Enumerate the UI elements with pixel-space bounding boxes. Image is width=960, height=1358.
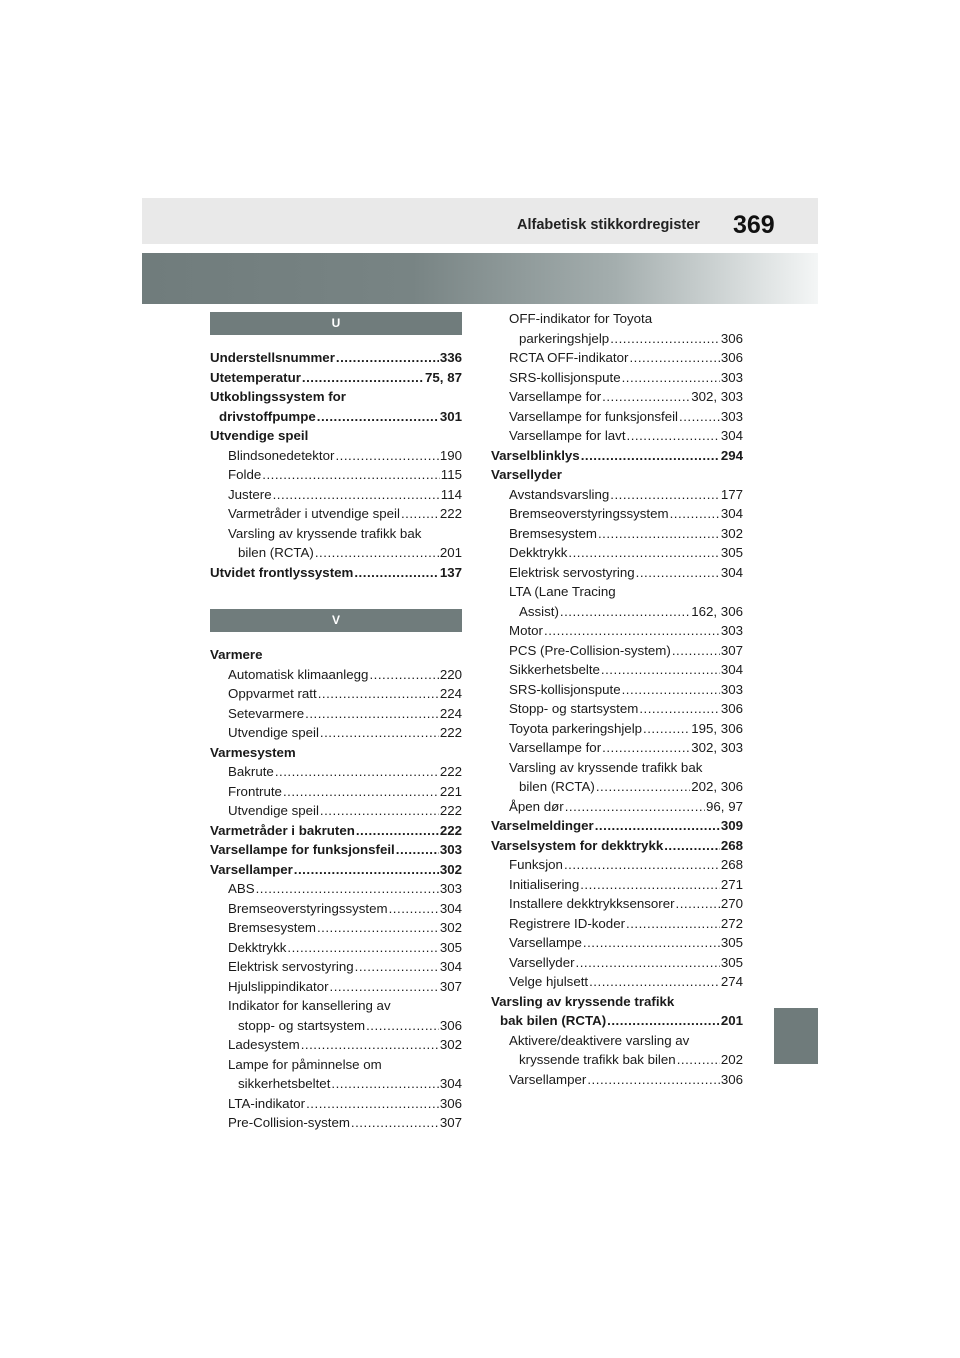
index-subentry-line: Aktivere/deaktivere varsling av [509, 1032, 690, 1048]
index-subentry[interactable]: Varsellampe ..... 305 [491, 933, 743, 953]
index-subentry[interactable]: sikkerhetsbeltet ..... 304 [210, 1074, 462, 1094]
index-subentry[interactable]: Bremsesystem ..... 302 [491, 524, 743, 544]
index-subentry[interactable]: Avstandsvarsling ..... 177 [491, 485, 743, 505]
index-entry[interactable]: Varselsystem for dekktrykk ..... 268 [491, 836, 743, 856]
index-subentry[interactable]: Hjulslippindikator ..... 307 [210, 977, 462, 997]
index-subentry[interactable]: Sikkerhetsbelte ..... 304 [491, 660, 743, 680]
index-subentry[interactable]: Toyota parkeringshjelp ..... 195, 306 [491, 719, 743, 739]
index-subentry[interactable]: Folde ..... 115 [210, 465, 462, 485]
index-subentry[interactable]: bilen (RCTA) ..... 201 [210, 543, 462, 563]
index-subentry[interactable]: Varsellampe for lavt ..... 304 [491, 426, 743, 446]
index-column-left [210, 312, 462, 1133]
index-subentry[interactable]: Installere dekktrykksensorer ..... 270 [491, 894, 743, 914]
index-subentry[interactable]: Oppvarmet ratt ..... 224 [210, 684, 462, 704]
index-entry-heading: Varmesystem [210, 744, 296, 760]
index-subentry[interactable]: Varsellamper ..... 306 [491, 1070, 743, 1090]
index-entry[interactable]: Varselmeldinger ..... 309 [491, 816, 743, 836]
index-subentry[interactable]: Frontrute ..... 221 [210, 782, 462, 802]
index-subentry[interactable]: Ladesystem ..... 302 [210, 1035, 462, 1055]
index-subentry[interactable]: Dekktrykk ..... 305 [491, 543, 743, 563]
index-subentry[interactable]: bilen (RCTA) ..... 202, 306 [491, 777, 743, 797]
index-subentry[interactable]: SRS-kollisjonspute ..... 303 [491, 368, 743, 388]
index-subentry-line: Indikator for kansellering av [228, 998, 391, 1013]
index-subentry[interactable]: Bakrute ..... 222 [210, 762, 462, 782]
index-subentry[interactable]: RCTA OFF-indikator ..... 306 [491, 348, 743, 368]
index-entry[interactable]: drivstoffpumpe ..... 301 [210, 407, 462, 427]
index-entry-heading: Varmere [210, 647, 263, 662]
index-subentry-line: Varsling av kryssende trafikk bak [228, 525, 422, 541]
index-subentry[interactable]: Varsellampe for ..... 302, 303 [491, 387, 743, 407]
index-subentry[interactable]: ABS ..... 303 [210, 879, 462, 899]
index-subentry[interactable]: Velge hjulsett ..... 274 [491, 972, 743, 992]
decorative-gradient-bar [142, 253, 818, 304]
index-entry[interactable]: Varselblinklys ..... 294 [491, 446, 743, 466]
index-subentry[interactable]: Pre-Collision-system ..... 307 [210, 1113, 462, 1133]
index-subentry[interactable]: parkeringshjelp ..... 306 [491, 329, 743, 349]
index-entry[interactable]: bak bilen (RCTA) ..... 201 [491, 1011, 743, 1031]
index-subentry[interactable]: Utvendige speil ..... 222 [210, 801, 462, 821]
index-subentry[interactable]: Motor ..... 303 [491, 621, 743, 641]
index-subentry[interactable]: Bremsesystem ..... 302 [210, 918, 462, 938]
index-entry-line: Varsling av kryssende trafikk [491, 993, 675, 1009]
index-column-right [491, 309, 743, 1089]
index-subentry[interactable]: Bremseoverstyringssystem ..... 304 [210, 899, 462, 919]
running-header-title: Alfabetisk stikkordregister [517, 217, 700, 233]
index-subentry[interactable]: Blindsonedetektor ..... 190 [210, 446, 462, 466]
index-entry[interactable]: Utvidet frontlyssystem ..... 137 [210, 563, 462, 583]
index-subentry[interactable]: Bremseoverstyringssystem ..... 304 [491, 504, 743, 524]
index-subentry[interactable]: Registrere ID-koder ..... 272 [491, 914, 743, 934]
index-subentry[interactable]: SRS-kollisjonspute ..... 303 [491, 680, 743, 700]
index-subentry[interactable]: Automatisk klimaanlegg ..... 220 [210, 665, 462, 685]
index-subentry[interactable]: stopp- og startsystem ..... 306 [210, 1016, 462, 1036]
index-entry[interactable]: Varsellampe for funksjonsfeil ..... 303 [210, 840, 462, 860]
index-subentry[interactable]: Åpen dør ..... 96, 97 [491, 797, 743, 817]
chapter-thumb-tab [774, 1008, 818, 1064]
index-entry[interactable]: Varsellamper ..... 302 [210, 860, 462, 880]
index-subentry[interactable]: Elektrisk servostyring ..... 304 [491, 563, 743, 583]
index-entry[interactable]: Understellsnummer ..... 336 [210, 348, 462, 368]
index-entry[interactable]: Varmetråder i bakruten ..... 222 [210, 821, 462, 841]
index-entry-heading: Utvendige speil [210, 428, 309, 443]
index-subentry[interactable]: Elektrisk servostyring ..... 304 [210, 957, 462, 977]
header-band [142, 198, 818, 244]
index-subentry[interactable]: Utvendige speil ..... 222 [210, 723, 462, 743]
index-entry[interactable]: Utetemperatur ..... 75, 87 [210, 368, 462, 388]
index-entry-heading: Varsellyder [491, 467, 562, 482]
index-subentry[interactable]: Varmetråder i utvendige speil ..... 222 [210, 504, 462, 524]
index-subentry[interactable]: Justere ..... 114 [210, 485, 462, 505]
page-number: 369 [733, 211, 775, 239]
index-subentry[interactable]: Dekktrykk ..... 305 [210, 938, 462, 958]
index-subentry-line: OFF-indikator for Toyota [509, 311, 653, 326]
index-subentry[interactable]: PCS (Pre-Collision-system) ..... 307 [491, 641, 743, 661]
index-subentry[interactable]: Varsellyder ..... 305 [491, 953, 743, 973]
index-subentry[interactable]: Varsellampe for funksjonsfeil ..... 303 [491, 407, 743, 427]
index-subentry[interactable]: LTA-indikator ..... 306 [210, 1094, 462, 1114]
index-subentry-line: Varsling av kryssende trafikk bak [509, 759, 703, 775]
index-entry-line: Utkoblingssystem for [210, 389, 346, 404]
index-subentry[interactable]: Initialisering ..... 271 [491, 875, 743, 895]
index-subentry[interactable]: Varsellampe for ..... 302, 303 [491, 738, 743, 758]
index-subentry[interactable]: Assist) ..... 162, 306 [491, 602, 743, 622]
index-subentry[interactable]: kryssende trafikk bak bilen ..... 202 [491, 1050, 743, 1070]
index-subentry[interactable]: Setevarmere ..... 224 [210, 704, 462, 724]
index-subentry[interactable]: Stopp- og startsystem ..... 306 [491, 699, 743, 719]
section-header-u: U [210, 312, 462, 335]
section-header-v: V [210, 609, 462, 632]
index-subentry-line: LTA (Lane Tracing [509, 584, 616, 599]
index-subentry-line: Lampe for påminnelse om [228, 1056, 382, 1072]
index-subentry[interactable]: Funksjon ..... 268 [491, 855, 743, 875]
